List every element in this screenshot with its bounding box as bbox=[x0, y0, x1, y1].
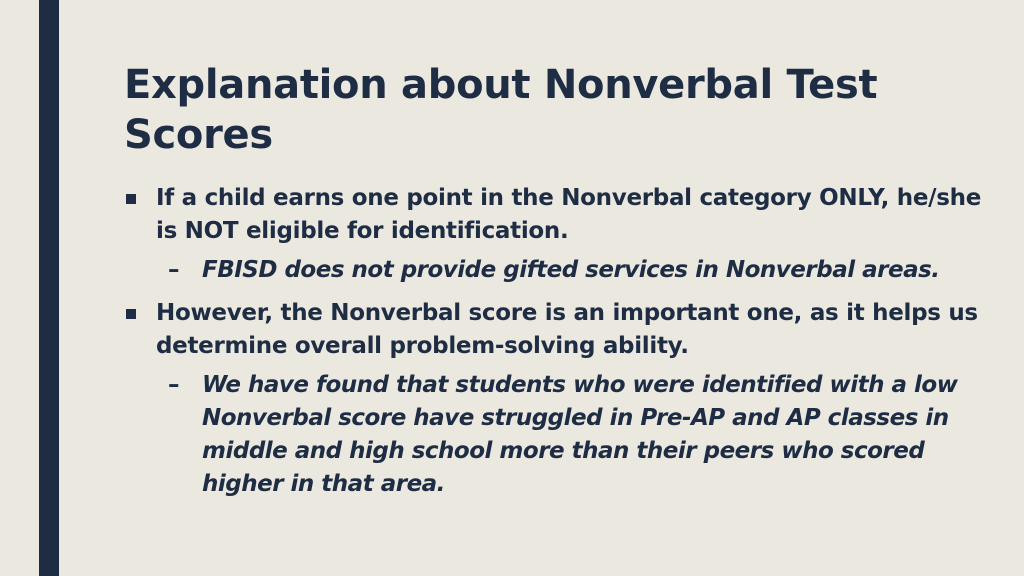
sub-bullet-item bbox=[156, 254, 1004, 287]
square-bullet-icon bbox=[126, 194, 136, 204]
bullet-list bbox=[124, 182, 1004, 511]
accent-bar bbox=[39, 0, 59, 576]
bullet-text: If a child earns one point in the Nonverbal category ONLY, he/she is NOT eligible for identification. bbox=[156, 185, 982, 244]
sub-bullet-item bbox=[156, 369, 1004, 501]
sub-bullet-text: We have found that students who were identified with a low Nonverbal score have struggled in Pre-AP and AP classes in middle and high school more than their peers who scored higher in that area. bbox=[202, 372, 958, 497]
bullet-item bbox=[124, 297, 1004, 501]
slide-title: Explanation about Nonverbal Test Scores bbox=[124, 62, 878, 158]
bullet-item bbox=[124, 182, 1004, 287]
sub-bullet-text: FBISD does not provide gifted services in Nonverbal areas. bbox=[202, 257, 940, 283]
square-bullet-icon bbox=[126, 309, 136, 319]
dash-bullet-icon: – bbox=[168, 257, 179, 283]
bullet-text: However, the Nonverbal score is an important one, as it helps us determine overall problem-solving ability. bbox=[156, 300, 978, 359]
dash-bullet-icon: – bbox=[168, 372, 179, 398]
